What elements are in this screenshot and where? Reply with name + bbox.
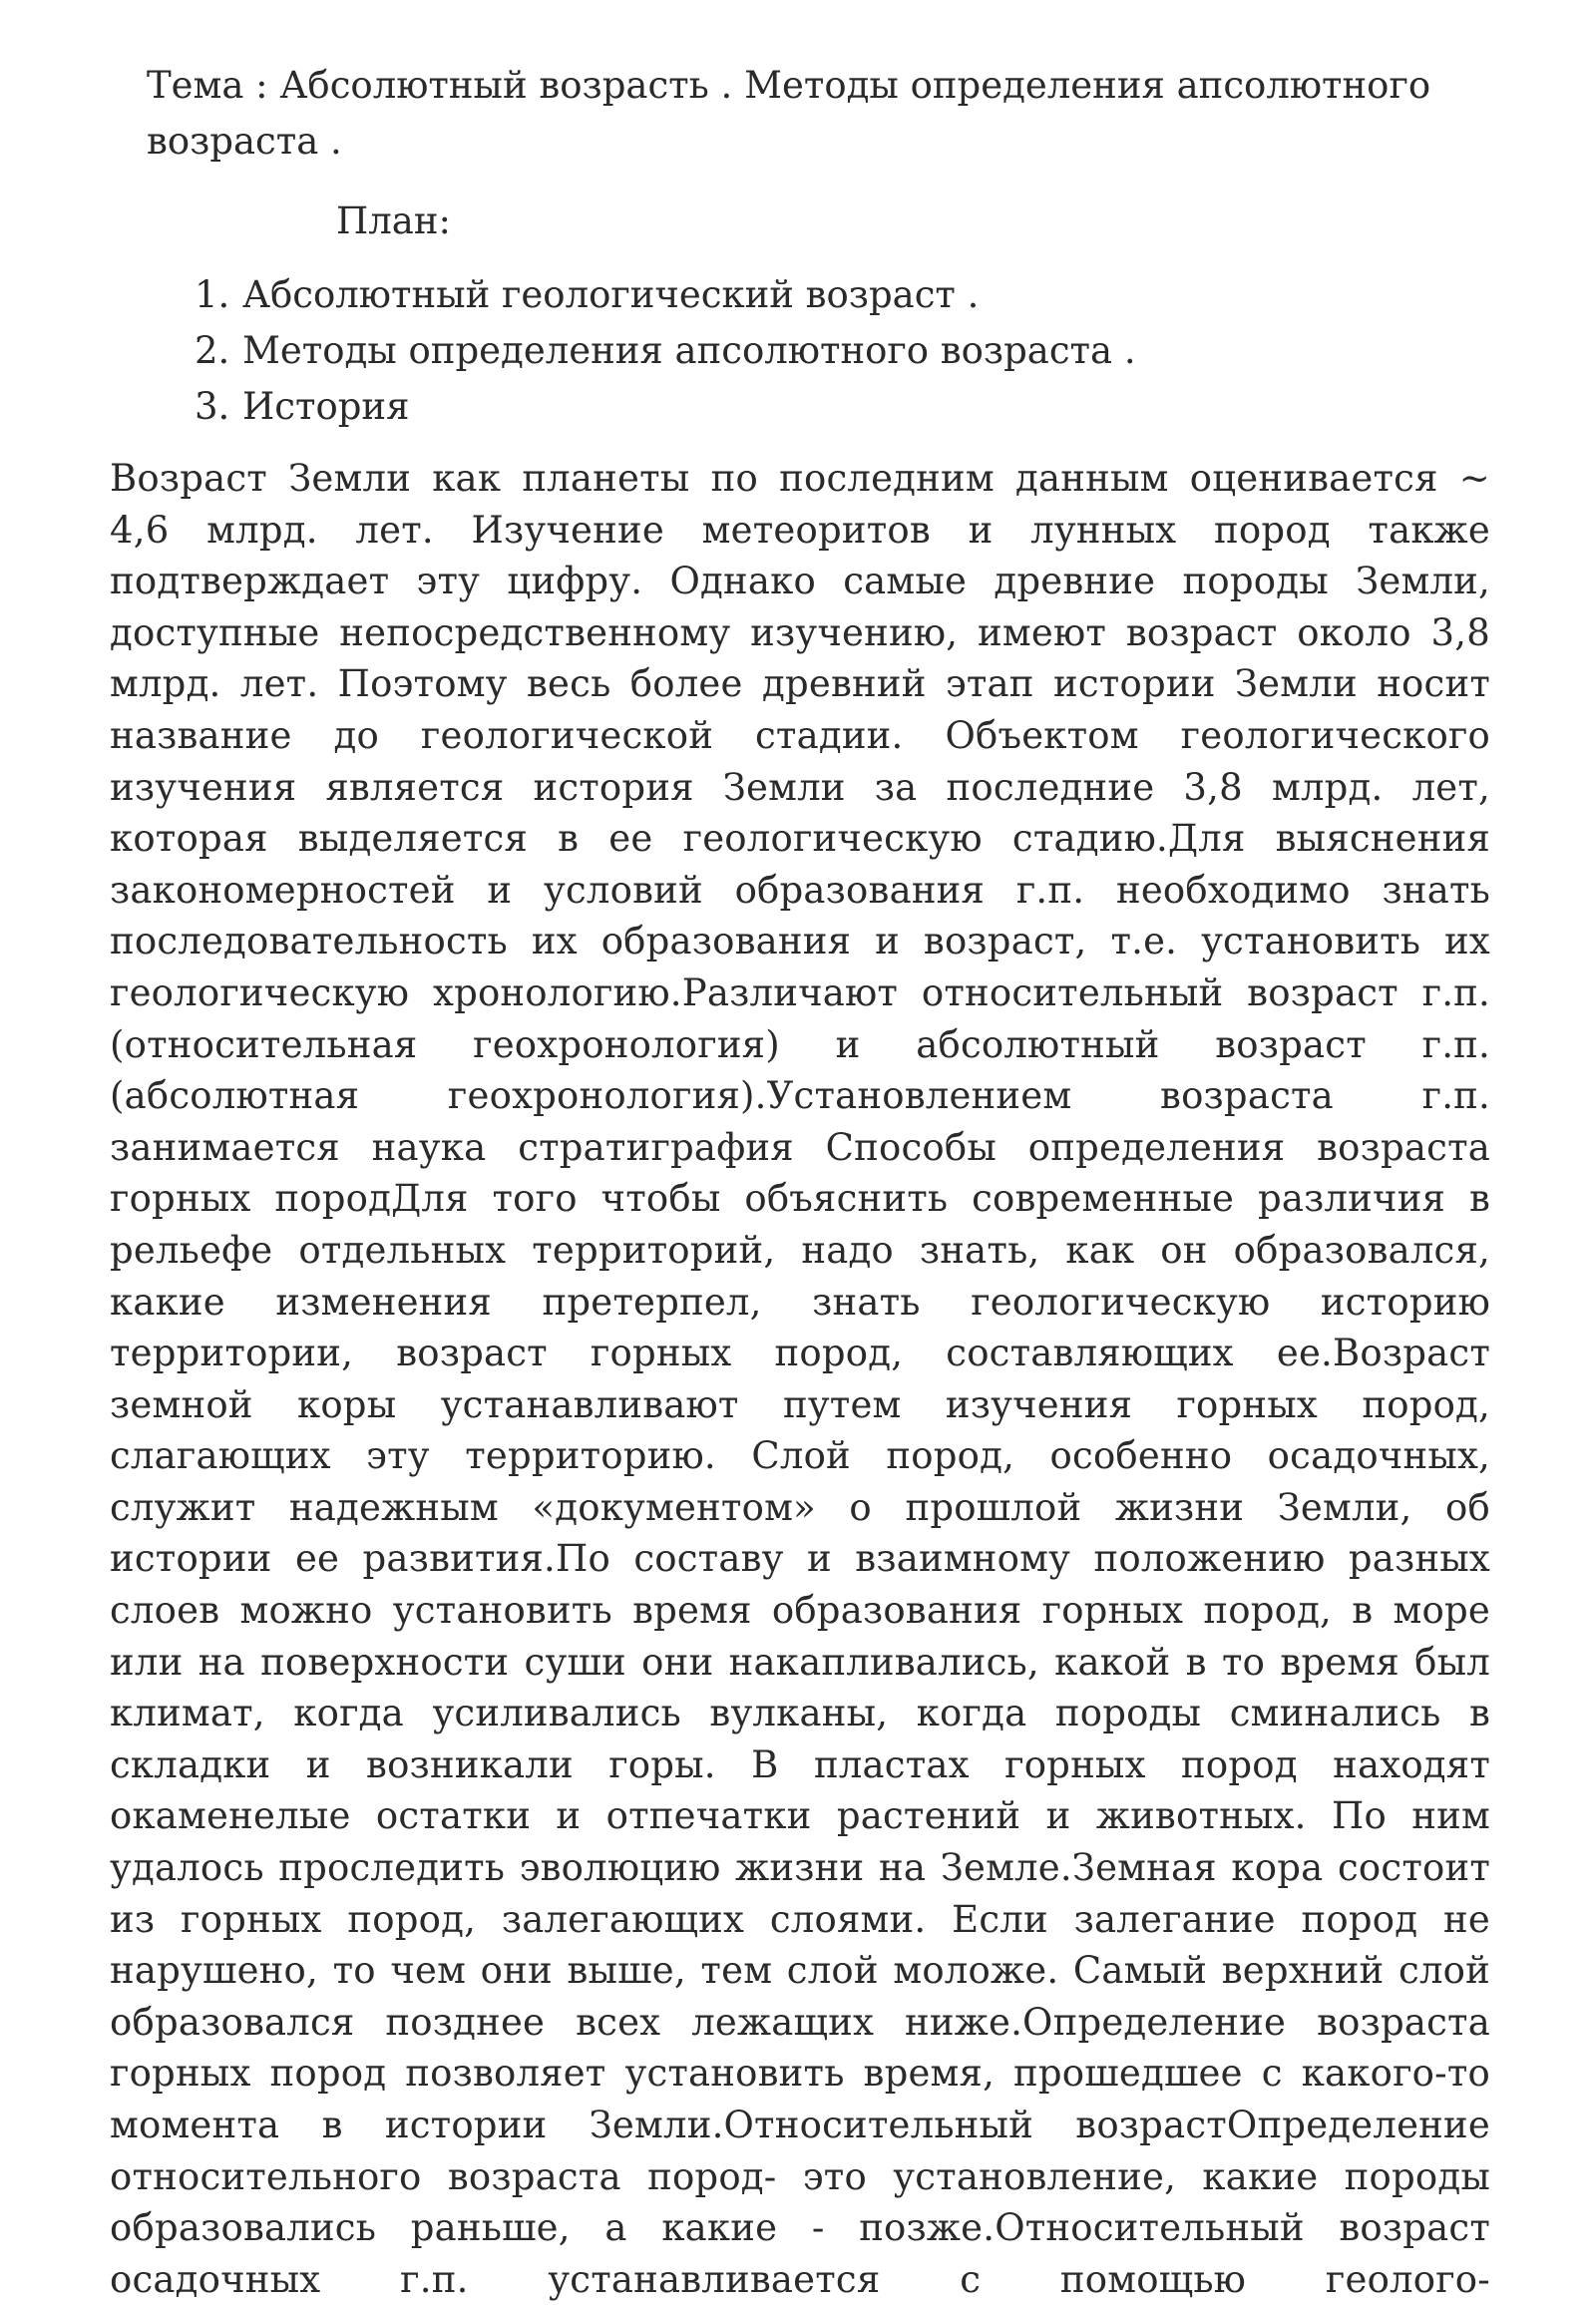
body-paragraph: Возраст Земли как планеты по последним данным оценивается ~ 4,6 млрд. лет. Изучение метеоритов и лунных пород также подтверждает эту цифру. Однако самые древние породы Земли, доступные непосредственному изучению, имеют возраст около 3,8 млрд. лет. Поэтому весь более древний этап истории Земли носит название до геологической стадии. Объектом геологического изучения является история Земли за последние 3,8 млрд. лет, которая выделяется в ее геологическую стадию.Для выяснения закономерностей и условий образования г.п. необходимо знать последовательность их образования и возраст, т.е. установить их геологическую хронологию.Различают относительный возраст г.п. (относительная геохронология) и абсолютный возраст г.п. (абсолютная геохронология).Установлением возраста г.п. занимается наука стратиграфия Способы определения возраста горных породДля того чтобы объяснить современные различия в рельефе отдельных территорий, надо знать, как он образовался, какие изменения претерпел, знать геологическую историю территории, возраст горных пород, составляющих ее.Возраст земной коры устанавливают путем изучения горных пород, слагающих эту территорию. Слой пород, особенно осадочных, служит надежным «документом» о прошлой жизни Земли, об истории ее развития.По составу и взаимному положению разных слоев можно установить время образования горных пород, в море или на поверхности суши они накапливались, какой в то время был климат, когда усиливались вулканы, когда породы сминались в складки и возникали горы. В пластах горных пород находят окаменелые остатки и отпечатки растений и животных. По ним удалось проследить эволюцию жизни на Земле.Земная кора состоит из горных пород, залегающих слоями. Если залегание пород не нарушено, то чем они выше, тем слой моложе. Самый верхний слой образовался позднее всех лежащих ниже.Определение возраста горных пород позволяет установить время, прошедшее с какого-то момента в истории Земли.Относительный возрастОпределение относительного возраста пород- это установление, какие породы образовались раньше, а какие - позже.Относительный возраст осадочных г.п. устанавливается с помощью геолого- (110, 457, 1490, 2301)
plan-item-text: Методы определения апсолютного возраста . (242, 329, 1136, 372)
plan-item-text: Абсолютный геологический возраст . (242, 273, 980, 316)
plan-item (195, 323, 1136, 379)
plan-item-number: 3. (195, 385, 230, 428)
plan-item-number: 2. (195, 329, 230, 372)
plan-item (195, 267, 1136, 323)
plan-item-text: История (242, 385, 410, 428)
plan-item-number: 1. (195, 273, 230, 316)
plan-heading: План: (336, 199, 451, 242)
plan-list (195, 267, 1136, 435)
document-topic: Тема : Абсолютный возрасть . Методы определения апсолютного возраста . (147, 64, 1431, 163)
plan-item (195, 379, 1136, 435)
